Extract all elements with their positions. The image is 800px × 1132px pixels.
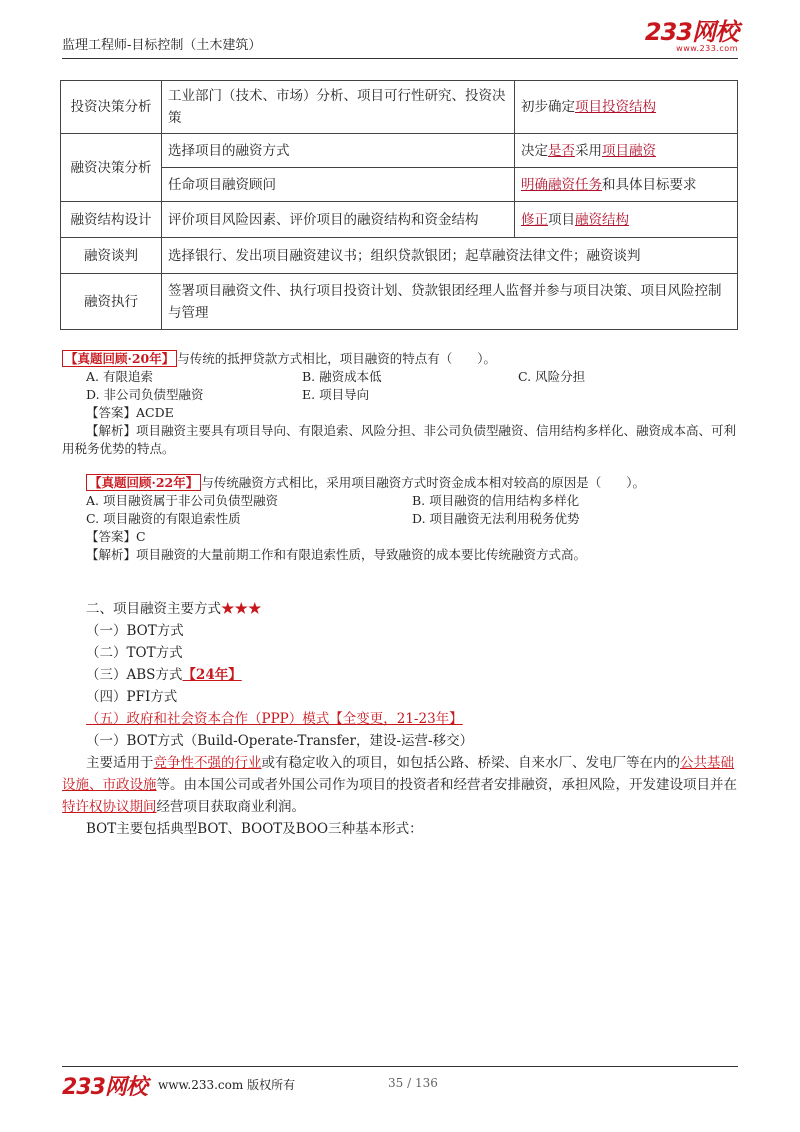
page-footer	[62, 1070, 738, 1104]
option-e: E. 项目导向	[302, 387, 370, 402]
table-row	[61, 274, 738, 330]
document-title: 监理工程师-目标控制（土木建筑）	[62, 38, 262, 53]
year-tag: 【24年】	[182, 667, 242, 683]
option-c: C. 项目融资的有限追索性质	[86, 511, 241, 526]
answer: 【答案】C	[86, 529, 146, 544]
activity-cell: 任命项目融资顾问	[162, 168, 515, 202]
question-tag: 【真题回顾·20年】	[62, 350, 177, 367]
options-row	[62, 386, 738, 404]
options-row	[62, 492, 738, 510]
table-row	[61, 202, 738, 238]
question-22	[62, 474, 738, 564]
footer-logo: 233网校	[62, 1075, 147, 1100]
analysis: 【解析】项目融资的大量前期工作和有限追索性质，导致融资的成本要比传统融资方式高。	[86, 547, 587, 562]
method-item-ppp: （五）政府和社会资本合作（PPP）模式【全变更，21-23年】	[86, 711, 463, 727]
result-cell: 修正项目融资结构	[515, 202, 738, 238]
stage-cell: 融资执行	[61, 274, 162, 330]
result-cell: 初步确定项目投资结构	[515, 81, 738, 134]
option-c: C. 风险分担	[518, 369, 586, 384]
option-a: A. 项目融资属于非公司负债型融资	[86, 493, 278, 508]
stage-cell: 投资决策分析	[61, 81, 162, 134]
footer-divider	[62, 1066, 738, 1067]
stage-cell: 融资结构设计	[61, 202, 162, 238]
brand-logo	[645, 20, 738, 53]
activity-cell: 签署项目融资文件、执行项目投资计划、贷款银团经理人监督并参与项目决策、项目风险控制与管理	[162, 274, 738, 330]
activity-cell: 评价项目风险因素、评价项目的融资结构和资金结构	[162, 202, 515, 238]
header-divider	[62, 58, 738, 59]
activity-cell: 选择项目的融资方式	[162, 134, 515, 168]
copyright: www.233.com 版权所有	[158, 1078, 296, 1092]
table-row	[61, 238, 738, 274]
activity-cell: 选择银行、发出项目融资建议书；组织贷款银团；起草融资法律文件；融资谈判	[162, 238, 738, 274]
option-b: B. 融资成本低	[302, 369, 382, 384]
stage-cell: 融资谈判	[61, 238, 162, 274]
activity-cell: 工业部门（技术、市场）分析、项目可行性研究、投资决策	[162, 81, 515, 134]
bot-title: （一）BOT方式（Build-Operate-Transfer，建设-运营-移交）	[86, 733, 474, 749]
logo-text: 233网校	[644, 18, 738, 46]
method-item: （四）PFI方式	[86, 689, 178, 705]
method-item: （一）BOT方式	[86, 623, 184, 639]
result-cell: 决定是否采用项目融资	[515, 134, 738, 168]
financing-methods-section	[62, 598, 738, 840]
page-header	[62, 18, 738, 56]
option-b: B. 项目融资的信用结构多样化	[412, 493, 580, 508]
question-stem: 与传统的抵押贷款方式相比，项目融资的特点有（ ）。	[177, 351, 497, 366]
bot-paragraph: 主要适用于竞争性不强的行业或有稳定收入的项目，如包括公路、桥梁、自来水厂、发电厂等在内的公共基础设施、市政设施等。由本国公司或者外国公司作为项目的投资者和经营者安排融资，承担风险，开发建设项目并在特许权协议期间经营项目获取商业利润。	[62, 755, 737, 815]
analysis: 【解析】项目融资主要具有项目导向、有限追索、风险分担、非公司负债型融资、信用结构多样化、融资成本高、可利用税务优势的特点。	[62, 423, 737, 456]
bot-forms: BOT主要包括典型BOT、BOOT及BOO三种基本形式：	[86, 821, 423, 837]
answer: 【答案】ACDE	[86, 405, 174, 420]
star-rating: ★★★	[221, 601, 262, 617]
options-row	[62, 510, 738, 528]
table-row	[61, 81, 738, 134]
financing-stages-table	[60, 80, 738, 330]
options-row	[62, 368, 738, 386]
method-item: （三）ABS方式	[86, 667, 183, 683]
table-row	[61, 168, 738, 202]
option-d: D. 非公司负债型融资	[86, 387, 204, 402]
question-tag: 【真题回顾·22年】	[86, 474, 201, 491]
question-20	[62, 350, 738, 458]
option-a: A. 有限追索	[86, 369, 153, 384]
method-item: （二）TOT方式	[86, 645, 183, 661]
logo-url: www.233.com	[676, 44, 738, 53]
section-heading: 二、项目融资主要方式	[86, 601, 221, 617]
question-stem: 与传统融资方式相比，采用项目融资方式时资金成本相对较高的原因是（ ）。	[201, 475, 646, 490]
table-row	[61, 134, 738, 168]
result-cell: 明确融资任务和具体目标要求	[515, 168, 738, 202]
page-number: 35 / 136	[388, 1076, 438, 1090]
stage-cell: 融资决策分析	[61, 134, 162, 202]
option-d: D. 项目融资无法利用税务优势	[412, 511, 580, 526]
